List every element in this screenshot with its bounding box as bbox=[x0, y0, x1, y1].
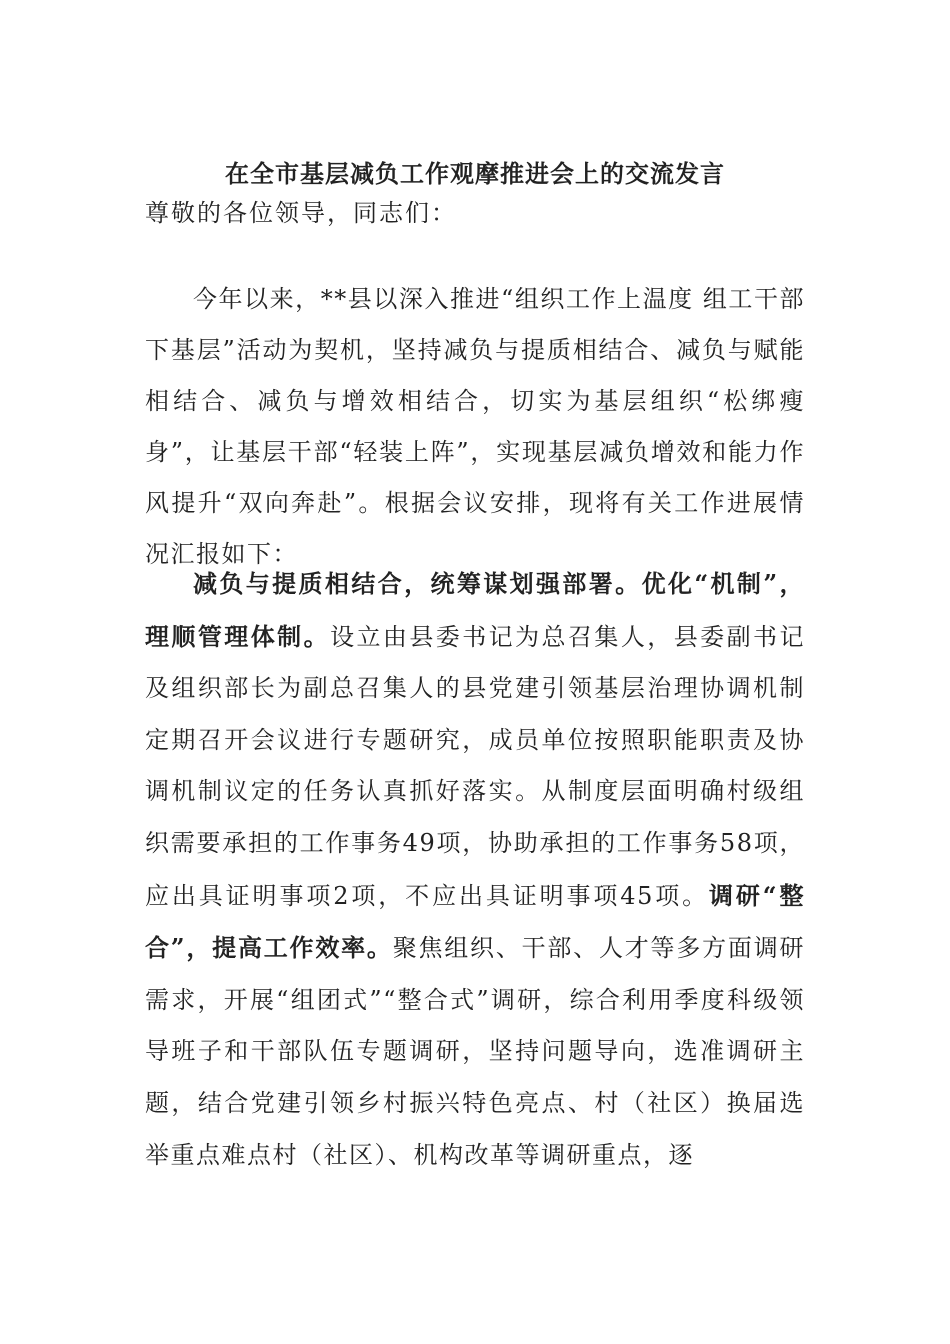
document-title: 在全市基层减负工作观摩推进会上的交流发言 bbox=[225, 159, 725, 188]
subsection-title-mechanism: 优化“机制”，理顺管理体制。 bbox=[145, 569, 806, 651]
paragraph-section-1 bbox=[145, 558, 805, 1181]
subsection-text-mechanism: 设立由县委书记为总召集人，县委副书记及组织部长为副总召集人的县党建引领基层治理协调机制定期召开会议进行专题研究，成员单位按照职能职责及协调机制议定的任务认真抓好落实。从制度层面明确村级组织需要承担的工作事务49项，协助承担的工作事务58项，应出具证明事项2项，不应出具证明事项45项。 bbox=[145, 622, 805, 910]
subsection-title-research: 调研“整合”，提高工作效率。 bbox=[145, 880, 805, 963]
section-heading: 减负与提质相结合，统筹谋划强部署。 bbox=[193, 569, 642, 598]
subsection-text-research: 聚焦组织、干部、人才等多方面调研需求，开展“组团式”“整合式”调研，综合利用季度科级领导班子和干部队伍专题调研，坚持问题导向，选准调研主题，结合党建引领乡村振兴特色亮点、村（社区）换届选举重点难点村（社区）、机构改革等调研重点，逐 bbox=[145, 934, 805, 1169]
paragraph-intro: 今年以来，**县以深入推进“组织工作上温度 组工干部下基层”活动为契机，坚持减负与提质相结合、减负与赋能相结合、减负与增效相结合，切实为基层组织“松绑瘦身”，让基层干部“轻装上阵”，实现基层减负增效和能力作风提升“双向奔赴”。根据会议安排，现将有关工作进展情况汇报如下： bbox=[145, 285, 805, 568]
salutation: 尊敬的各位领导，同志们： bbox=[145, 199, 457, 227]
